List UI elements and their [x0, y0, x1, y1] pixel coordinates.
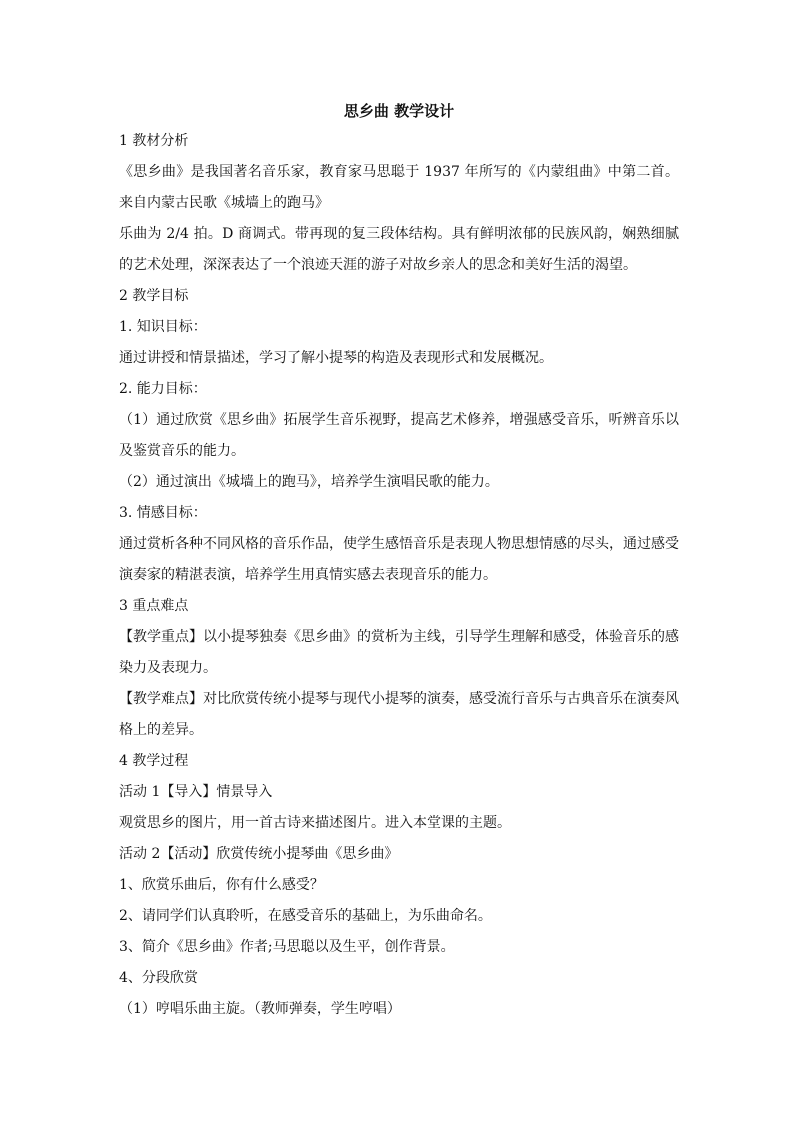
activity-2-step-4-sub-1: （1）哼唱乐曲主旋。（教师弹奏，学生哼唱） [119, 1001, 401, 1017]
document-title: 思乡曲 教学设计 [343, 102, 455, 120]
activity-2-step-3: 3、简介《思乡曲》作者;马思聪以及生平，创作背景。 [119, 939, 455, 955]
goal-ability-item-2: （2）通过演出《城墙上的跑马》，培养学生演唱民歌的能力。 [119, 474, 499, 490]
goal-ability-heading: 2. 能力目标： [119, 381, 207, 397]
goal-ability-item-1: （1）通过欣赏《思乡曲》拓展学生音乐视野，提高艺术修养，增强感受音乐，听辨音乐以及鉴赏音乐的能力。 [119, 412, 679, 459]
difficulty-paragraph: 【教学难点】对比欣赏传统小提琴与现代小提琴的演奏，感受流行音乐与古典音乐在演奏风格上的差异。 [119, 691, 679, 738]
key-point-paragraph: 【教学重点】以小提琴独奏《思乡曲》的赏析为主线，引导学生理解和感受，体验音乐的感染力及表现力。 [119, 629, 679, 676]
goal-emotion-heading: 3. 情感目标： [119, 505, 207, 521]
goal-emotion-text: 通过赏析各种不同风格的音乐作品，使学生感悟音乐是表现人物思想情感的尽头，通过感受演奏家的精湛表演，培养学生用真情实感去表现音乐的能力。 [119, 536, 679, 583]
activity-2-step-2: 2、请同学们认真聆听，在感受音乐的基础上，为乐曲命名。 [119, 908, 492, 924]
goal-knowledge-text: 通过讲授和情景描述，学习了解小提琴的构造及表现形式和发展概况。 [119, 350, 553, 366]
activity-1-text: 观赏思乡的图片，用一首古诗来描述图片。进入本堂课的主题。 [119, 815, 511, 831]
paragraph-material-origin: 《思乡曲》是我国著名音乐家，教育家马思聪于 1937 年所写的《内蒙组曲》中第二首。来自内蒙古民歌《城墙上的跑马》 [119, 164, 679, 211]
activity-2-heading: 活动 2【活动】欣赏传统小提琴曲《思乡曲》 [119, 846, 399, 862]
document-page [119, 100, 679, 1025]
activity-1-heading: 活动 1【导入】情景导入 [119, 784, 273, 800]
section-heading-1: 1 教材分析 [119, 133, 189, 149]
activity-2-step-1: 1、欣赏乐曲后，你有什么感受？ [119, 877, 324, 893]
paragraph-material-structure: 乐曲为 2/4 拍。D 商调式。带再现的复三段体结构。具有鲜明浓郁的民族风韵，娴熟细腻的艺术处理，深深表达了一个浪迹天涯的游子对故乡亲人的思念和美好生活的渴望。 [119, 226, 679, 273]
section-heading-3: 3 重点难点 [119, 598, 189, 614]
goal-knowledge-heading: 1. 知识目标： [119, 319, 207, 335]
section-heading-2: 2 教学目标 [119, 288, 189, 304]
activity-2-step-4: 4、分段欣赏 [119, 970, 198, 986]
section-heading-4: 4 教学过程 [119, 753, 189, 769]
